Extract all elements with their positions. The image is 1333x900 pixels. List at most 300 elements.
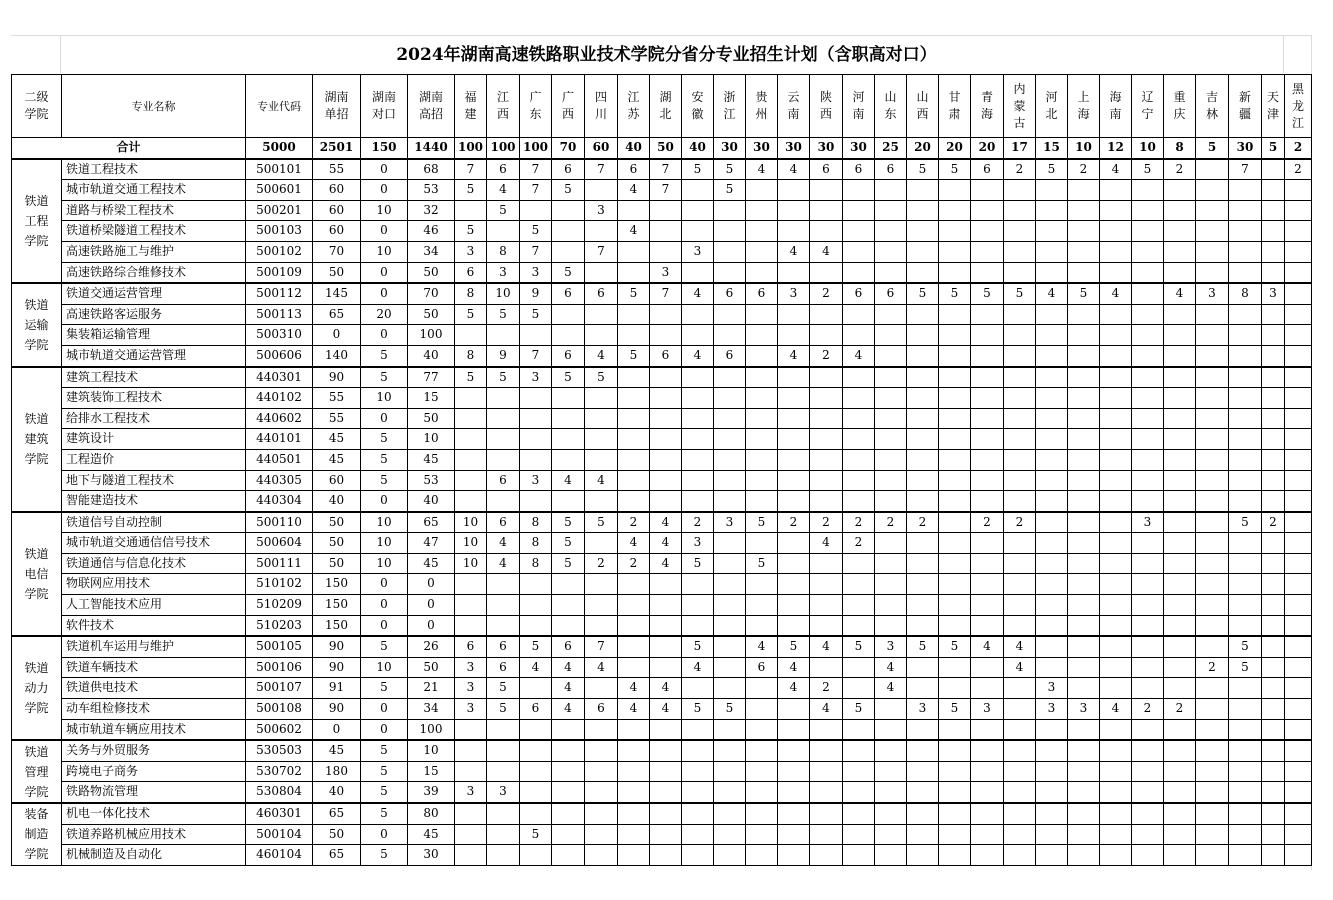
- quota-cell: [1132, 824, 1164, 845]
- col-province-header: [907, 75, 939, 138]
- quota-cell: [1262, 325, 1285, 346]
- major-name: 城市轨道交通工程技术: [62, 180, 246, 201]
- quota-cell: [875, 388, 907, 409]
- quota-cell: [1164, 803, 1196, 824]
- quota-cell: [1132, 782, 1164, 803]
- col-province-header: [1164, 75, 1196, 138]
- quota-cell: 2: [810, 345, 843, 366]
- table-row: [12, 699, 1312, 720]
- table-row: [12, 719, 1312, 740]
- quota-cell: [778, 803, 810, 824]
- quota-cell: 15: [408, 388, 455, 409]
- major-code: 500104: [246, 824, 313, 845]
- quota-cell: [714, 470, 746, 491]
- quota-cell: 3: [1132, 512, 1164, 533]
- header-label: 内蒙古: [1013, 81, 1026, 130]
- col-province-header: [1132, 75, 1164, 138]
- quota-cell: [1229, 241, 1262, 262]
- quota-cell: [971, 262, 1004, 283]
- quota-cell: [939, 719, 971, 740]
- quota-cell: 0: [313, 325, 361, 346]
- quota-cell: 2: [810, 512, 843, 533]
- quota-cell: [971, 678, 1004, 699]
- quota-cell: [1004, 304, 1036, 325]
- major-name: 建筑设计: [62, 429, 246, 450]
- quota-cell: 3: [487, 782, 520, 803]
- quota-cell: [1262, 388, 1285, 409]
- quota-cell: 5: [1229, 657, 1262, 678]
- quota-cell: [650, 429, 682, 450]
- table-row: [12, 304, 1312, 325]
- quota-cell: 45: [313, 740, 361, 761]
- quota-cell: 4: [810, 241, 843, 262]
- quota-cell: [1285, 595, 1312, 616]
- quota-cell: [843, 325, 875, 346]
- quota-cell: [746, 388, 778, 409]
- quota-cell: [843, 241, 875, 262]
- quota-cell: [1196, 408, 1229, 429]
- quota-cell: [907, 782, 939, 803]
- quota-cell: 4: [585, 657, 618, 678]
- quota-cell: [714, 719, 746, 740]
- quota-cell: [585, 449, 618, 470]
- quota-cell: [939, 553, 971, 574]
- quota-cell: [520, 325, 552, 346]
- quota-cell: [1196, 325, 1229, 346]
- quota-cell: [682, 719, 714, 740]
- quota-cell: 6: [552, 283, 585, 304]
- quota-cell: [1229, 221, 1262, 242]
- quota-cell: 65: [313, 803, 361, 824]
- quota-cell: [682, 491, 714, 512]
- quota-cell: 2: [1262, 512, 1285, 533]
- college-label: 铁道动力学院: [24, 661, 49, 716]
- quota-cell: [875, 470, 907, 491]
- quota-cell: [552, 325, 585, 346]
- quota-cell: 4: [1100, 159, 1132, 180]
- quota-cell: 10: [408, 429, 455, 450]
- quota-cell: 6: [746, 657, 778, 678]
- quota-cell: [1004, 845, 1036, 866]
- quota-cell: 90: [313, 699, 361, 720]
- header-label: 山东: [884, 90, 897, 121]
- quota-cell: 5: [455, 304, 487, 325]
- total-cell: 100: [520, 138, 552, 159]
- quota-cell: [1036, 803, 1068, 824]
- quota-cell: [1164, 491, 1196, 512]
- col-province-header: [1285, 75, 1312, 138]
- quota-cell: 5: [682, 553, 714, 574]
- quota-cell: 6: [746, 283, 778, 304]
- quota-cell: [1036, 470, 1068, 491]
- quota-cell: 5: [907, 283, 939, 304]
- quota-cell: [682, 408, 714, 429]
- quota-cell: [971, 657, 1004, 678]
- quota-cell: [875, 491, 907, 512]
- table-row: [12, 553, 1312, 574]
- quota-cell: [520, 574, 552, 595]
- major-name: 高速铁路施工与维护: [62, 241, 246, 262]
- table-row: [12, 761, 1312, 782]
- table-row: [12, 512, 1312, 533]
- quota-cell: [714, 845, 746, 866]
- header-label: 江苏: [627, 90, 640, 121]
- quota-cell: [1068, 241, 1100, 262]
- total-cell: 10: [1068, 138, 1100, 159]
- quota-cell: [1164, 678, 1196, 699]
- quota-cell: [1100, 574, 1132, 595]
- quota-cell: 6: [455, 636, 487, 657]
- quota-cell: 70: [313, 241, 361, 262]
- quota-cell: [778, 221, 810, 242]
- table-row: [12, 782, 1312, 803]
- quota-cell: [1196, 180, 1229, 201]
- quota-cell: 0: [361, 699, 408, 720]
- quota-cell: [1164, 574, 1196, 595]
- quota-cell: [650, 491, 682, 512]
- quota-cell: [1132, 657, 1164, 678]
- quota-cell: 4: [843, 345, 875, 366]
- quota-cell: 65: [408, 512, 455, 533]
- total-cell: 12: [1100, 138, 1132, 159]
- quota-cell: 10: [361, 657, 408, 678]
- quota-cell: 4: [1164, 283, 1196, 304]
- major-name: 铁道通信与信息化技术: [62, 553, 246, 574]
- quota-cell: 5: [618, 283, 650, 304]
- col-province-header: [875, 75, 907, 138]
- total-cell: 100: [455, 138, 487, 159]
- quota-cell: [1196, 782, 1229, 803]
- quota-cell: [1100, 657, 1132, 678]
- quota-cell: [843, 470, 875, 491]
- major-name: 集装箱运输管理: [62, 325, 246, 346]
- col-college-header: [12, 75, 62, 138]
- quota-cell: [778, 595, 810, 616]
- quota-cell: [714, 388, 746, 409]
- quota-cell: 5: [1229, 512, 1262, 533]
- table-row: [12, 636, 1312, 657]
- quota-cell: 100: [408, 719, 455, 740]
- quota-cell: [682, 221, 714, 242]
- quota-cell: 60: [313, 200, 361, 221]
- quota-cell: [487, 429, 520, 450]
- quota-cell: [1262, 699, 1285, 720]
- quota-cell: 50: [408, 304, 455, 325]
- quota-cell: [1164, 200, 1196, 221]
- major-code: 500113: [246, 304, 313, 325]
- major-name: 城市轨道车辆应用技术: [62, 719, 246, 740]
- header-label: 吉林: [1205, 90, 1218, 121]
- quota-cell: [1068, 782, 1100, 803]
- quota-cell: 150: [313, 615, 361, 636]
- quota-cell: [971, 824, 1004, 845]
- quota-cell: [939, 221, 971, 242]
- quota-cell: [1164, 304, 1196, 325]
- quota-cell: [1004, 262, 1036, 283]
- quota-cell: 4: [552, 470, 585, 491]
- quota-cell: [810, 470, 843, 491]
- quota-cell: 0: [361, 283, 408, 304]
- quota-cell: 8: [520, 553, 552, 574]
- quota-cell: [682, 262, 714, 283]
- quota-cell: 0: [408, 595, 455, 616]
- quota-cell: 4: [552, 699, 585, 720]
- college-name: [12, 740, 62, 803]
- major-code: 440101: [246, 429, 313, 450]
- quota-cell: [650, 740, 682, 761]
- quota-cell: [585, 740, 618, 761]
- quota-cell: 34: [408, 241, 455, 262]
- quota-cell: 2: [682, 512, 714, 533]
- major-code: 500602: [246, 719, 313, 740]
- quota-cell: [487, 449, 520, 470]
- quota-cell: [552, 615, 585, 636]
- quota-cell: [552, 200, 585, 221]
- quota-cell: [682, 782, 714, 803]
- quota-cell: [778, 761, 810, 782]
- quota-cell: [907, 845, 939, 866]
- quota-cell: 4: [650, 699, 682, 720]
- quota-cell: [1004, 241, 1036, 262]
- col-province-header: [843, 75, 875, 138]
- total-cell: 8: [1164, 138, 1196, 159]
- quota-cell: [875, 740, 907, 761]
- quota-cell: [1036, 388, 1068, 409]
- quota-cell: [971, 470, 1004, 491]
- quota-cell: [1004, 180, 1036, 201]
- quota-cell: [618, 262, 650, 283]
- quota-cell: [1036, 429, 1068, 450]
- quota-cell: [843, 719, 875, 740]
- quota-cell: 2: [810, 678, 843, 699]
- quota-cell: [1068, 824, 1100, 845]
- quota-cell: [1229, 367, 1262, 388]
- table-row: [12, 388, 1312, 409]
- col-province-header: [778, 75, 810, 138]
- quota-cell: [650, 803, 682, 824]
- quota-cell: 4: [552, 678, 585, 699]
- table-row: [12, 574, 1312, 595]
- quota-cell: [618, 595, 650, 616]
- quota-cell: [1164, 180, 1196, 201]
- quota-cell: [746, 408, 778, 429]
- quota-cell: [1229, 845, 1262, 866]
- quota-cell: [843, 304, 875, 325]
- quota-cell: 5: [714, 159, 746, 180]
- quota-cell: [1100, 367, 1132, 388]
- college-label: 铁道工程学院: [24, 193, 49, 248]
- quota-cell: [1262, 636, 1285, 657]
- quota-cell: [1285, 221, 1312, 242]
- quota-cell: [1132, 345, 1164, 366]
- quota-cell: [746, 200, 778, 221]
- quota-cell: [971, 345, 1004, 366]
- quota-cell: 5: [455, 180, 487, 201]
- quota-cell: 5: [552, 180, 585, 201]
- quota-cell: 91: [313, 678, 361, 699]
- quota-cell: 5: [361, 367, 408, 388]
- table-row: [12, 678, 1312, 699]
- quota-cell: [1132, 803, 1164, 824]
- quota-cell: [520, 595, 552, 616]
- quota-cell: [746, 574, 778, 595]
- quota-cell: [1229, 803, 1262, 824]
- quota-cell: [907, 803, 939, 824]
- quota-cell: 80: [408, 803, 455, 824]
- quota-cell: [1100, 429, 1132, 450]
- quota-cell: [875, 553, 907, 574]
- quota-cell: [650, 449, 682, 470]
- quota-cell: [1262, 449, 1285, 470]
- college-label: 铁道建筑学院: [24, 412, 49, 467]
- quota-cell: [746, 740, 778, 761]
- quota-cell: [1132, 845, 1164, 866]
- quota-cell: [714, 678, 746, 699]
- quota-cell: [1285, 657, 1312, 678]
- quota-cell: [746, 345, 778, 366]
- quota-cell: [487, 595, 520, 616]
- quota-cell: [1100, 824, 1132, 845]
- major-code: 500201: [246, 200, 313, 221]
- quota-cell: 5: [843, 699, 875, 720]
- quota-cell: 2: [1068, 159, 1100, 180]
- quota-cell: [939, 304, 971, 325]
- quota-cell: [1004, 325, 1036, 346]
- table-row: [12, 283, 1312, 304]
- quota-cell: [1285, 408, 1312, 429]
- quota-cell: [455, 429, 487, 450]
- quota-cell: [1036, 408, 1068, 429]
- quota-cell: [682, 449, 714, 470]
- quota-cell: [1100, 533, 1132, 554]
- quota-cell: [746, 449, 778, 470]
- quota-cell: 3: [778, 283, 810, 304]
- quota-cell: [1164, 262, 1196, 283]
- quota-cell: [1229, 678, 1262, 699]
- quota-cell: [1196, 221, 1229, 242]
- quota-cell: [778, 449, 810, 470]
- quota-cell: [746, 533, 778, 554]
- quota-cell: [1068, 200, 1100, 221]
- quota-cell: [1068, 449, 1100, 470]
- quota-cell: [939, 325, 971, 346]
- quota-cell: [1164, 470, 1196, 491]
- major-code: 460301: [246, 803, 313, 824]
- quota-cell: 5: [907, 636, 939, 657]
- quota-cell: [939, 657, 971, 678]
- quota-cell: [682, 470, 714, 491]
- quota-cell: 5: [552, 553, 585, 574]
- total-cell: 60: [585, 138, 618, 159]
- quota-cell: 4: [1100, 283, 1132, 304]
- quota-cell: [1262, 345, 1285, 366]
- quota-cell: [714, 429, 746, 450]
- quota-cell: [939, 824, 971, 845]
- quota-cell: 7: [650, 283, 682, 304]
- quota-cell: 5: [361, 740, 408, 761]
- quota-cell: [810, 367, 843, 388]
- quota-cell: 0: [361, 325, 408, 346]
- quota-cell: [618, 845, 650, 866]
- quota-cell: 5: [361, 636, 408, 657]
- quota-cell: 50: [313, 533, 361, 554]
- quota-cell: 4: [618, 699, 650, 720]
- total-cell: 150: [361, 138, 408, 159]
- quota-cell: [1036, 553, 1068, 574]
- quota-cell: [810, 615, 843, 636]
- quota-cell: 40: [408, 491, 455, 512]
- quota-cell: [939, 574, 971, 595]
- quota-cell: [1196, 803, 1229, 824]
- quota-cell: [875, 615, 907, 636]
- quota-cell: [1004, 740, 1036, 761]
- quota-cell: [907, 429, 939, 450]
- quota-cell: 53: [408, 180, 455, 201]
- quota-cell: [1285, 845, 1312, 866]
- quota-cell: 45: [408, 449, 455, 470]
- quota-cell: 3: [1262, 283, 1285, 304]
- quota-cell: [810, 304, 843, 325]
- quota-cell: [1068, 740, 1100, 761]
- quota-cell: 6: [487, 512, 520, 533]
- quota-cell: [1004, 221, 1036, 242]
- quota-cell: 45: [313, 429, 361, 450]
- quota-cell: [585, 595, 618, 616]
- quota-cell: [1262, 367, 1285, 388]
- quota-cell: 21: [408, 678, 455, 699]
- quota-cell: [1100, 345, 1132, 366]
- quota-cell: 50: [313, 262, 361, 283]
- quota-cell: [907, 345, 939, 366]
- quota-cell: 53: [408, 470, 455, 491]
- quota-cell: [971, 595, 1004, 616]
- quota-cell: [907, 449, 939, 470]
- quota-cell: [1036, 325, 1068, 346]
- quota-cell: [714, 262, 746, 283]
- quota-cell: [875, 845, 907, 866]
- header-label: 河南: [852, 90, 865, 121]
- quota-cell: 3: [520, 470, 552, 491]
- quota-cell: [1132, 615, 1164, 636]
- header-label: 海南: [1109, 90, 1122, 121]
- quota-cell: [746, 699, 778, 720]
- quota-cell: 5: [939, 699, 971, 720]
- quota-cell: [455, 408, 487, 429]
- quota-cell: [650, 325, 682, 346]
- quota-cell: [682, 615, 714, 636]
- col-province-header: [939, 75, 971, 138]
- quota-cell: [875, 782, 907, 803]
- quota-cell: 5: [361, 449, 408, 470]
- college-label: 装备制造学院: [24, 807, 49, 862]
- quota-cell: [714, 553, 746, 574]
- quota-cell: [1132, 221, 1164, 242]
- quota-cell: [1100, 449, 1132, 470]
- quota-cell: [1132, 304, 1164, 325]
- quota-cell: [650, 761, 682, 782]
- header-label: 福建: [464, 90, 477, 121]
- quota-cell: [714, 740, 746, 761]
- quota-cell: [618, 367, 650, 388]
- quota-cell: [907, 304, 939, 325]
- quota-cell: [778, 429, 810, 450]
- quota-cell: [1196, 449, 1229, 470]
- quota-cell: [746, 824, 778, 845]
- quota-cell: [939, 678, 971, 699]
- quota-cell: [1100, 803, 1132, 824]
- quota-cell: [843, 657, 875, 678]
- quota-cell: [1229, 388, 1262, 409]
